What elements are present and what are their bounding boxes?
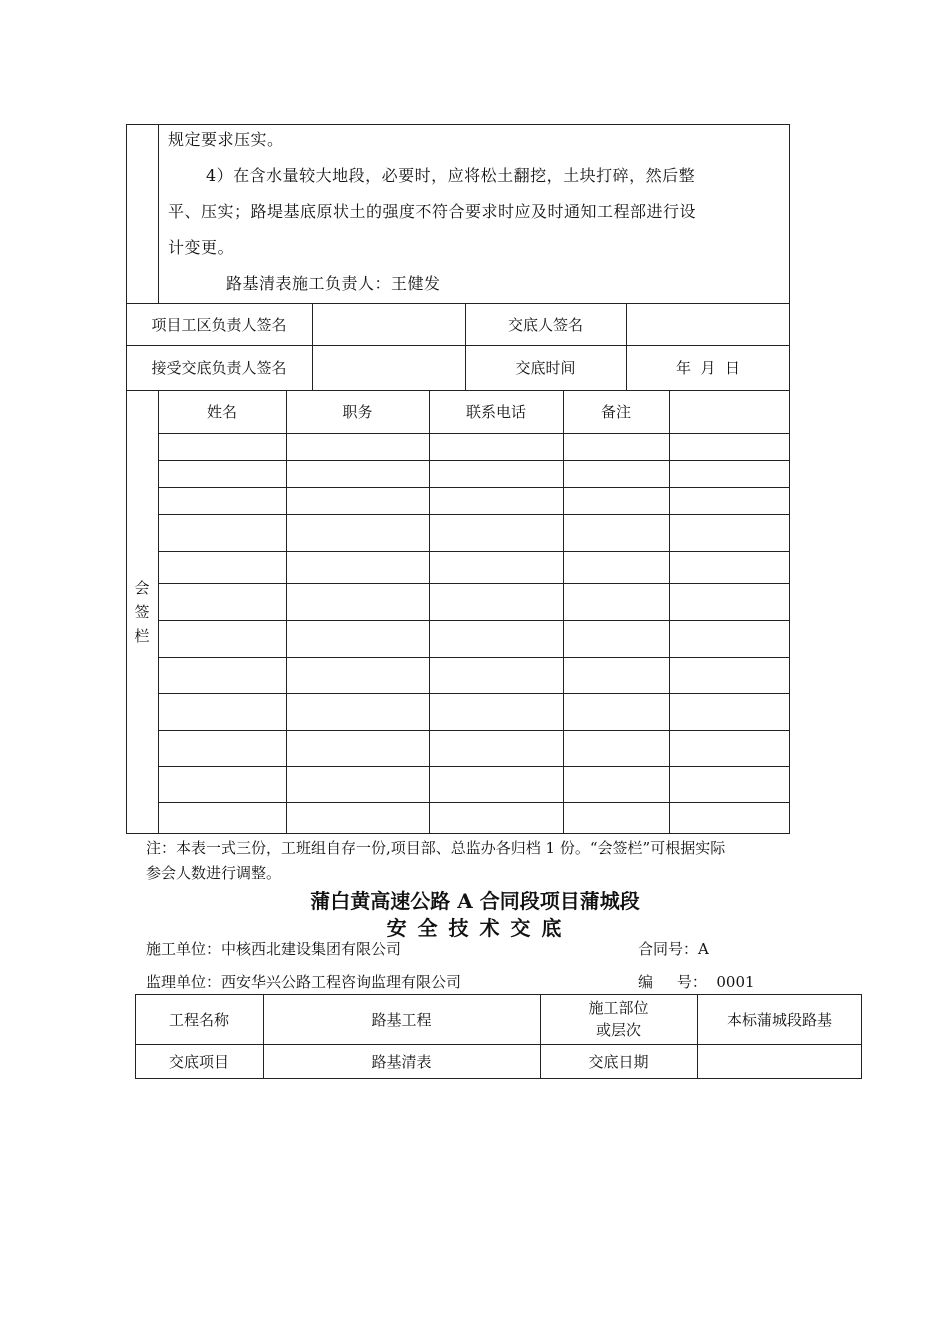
countersign-side-label	[126, 570, 158, 654]
project-name-label: 工程名称	[168, 1010, 229, 1029]
table-row	[158, 802, 790, 803]
divider	[158, 390, 159, 834]
work-location-label-line2: 或层次	[595, 1021, 641, 1039]
briefing-item-label: 交底项目	[168, 1053, 229, 1071]
side-char-2: 签	[134, 603, 150, 621]
table-row	[158, 620, 790, 621]
doc-subtitle: 安 全 技 术 交 底	[386, 916, 564, 940]
doc-title: 蒲白黄高速公路 A 合同段项目蒲城段	[310, 889, 640, 913]
header-name: 姓名	[206, 403, 237, 421]
contract-number: 合同号：A	[638, 940, 709, 958]
work-location-label-line1: 施工部位	[588, 999, 649, 1017]
briefing-date-value[interactable]	[697, 1044, 862, 1079]
table-row	[158, 460, 790, 461]
contractor-text: 施工单位：中核西北建设集团有限公司	[146, 940, 402, 958]
briefing-date-field[interactable]: 年 月 日	[675, 359, 741, 377]
receiver-signature-label: 接受交底负责人签名	[151, 359, 287, 377]
project-lead-signature-field[interactable]	[313, 304, 464, 344]
table-row	[158, 433, 790, 434]
note-line-2: 参会人数进行调整。	[146, 864, 282, 882]
project-lead-signature-label: 项目工区负责人签名	[151, 315, 287, 334]
table-row	[158, 551, 790, 552]
briefing-time-label: 交底时间	[515, 359, 576, 377]
note-line-1: 注：本表一式三份，工班组自存一份,项目部、总监办各归档 1 份。“会签栏”可根据实际	[146, 839, 726, 857]
text-line-3: 平、压实；路堤基底原状土的强度不符合要求时应及时通知工程部进行设	[168, 202, 697, 221]
text-line-1: 规定要求压实。	[168, 130, 284, 149]
table-row	[158, 583, 790, 584]
work-location-label	[540, 994, 697, 1044]
divider	[563, 390, 564, 834]
divider	[286, 390, 287, 834]
project-name-value: 路基工程	[371, 1010, 432, 1029]
briefing-item-value: 路基清表	[371, 1053, 432, 1071]
serial-number: 编 号： 0001	[638, 973, 755, 991]
receiver-signature-field[interactable]	[313, 346, 464, 389]
divider	[429, 390, 430, 834]
header-position: 职务	[342, 403, 373, 421]
header-phone: 联系电话	[465, 403, 526, 421]
text-line-2: 4）在含水量较大地段，必要时，应将松土翻挖，土块打碎，然后整	[206, 166, 696, 185]
table-row	[158, 514, 790, 515]
supervisor-text: 监理单位：西安华兴公路工程咨询监理有限公司	[146, 973, 462, 991]
table-row	[158, 693, 790, 694]
table-row	[158, 657, 790, 658]
divider	[669, 390, 670, 834]
work-location-value: 本标蒲城段路基	[726, 1010, 832, 1029]
briefer-signature-label: 交底人签名	[507, 315, 583, 334]
table-row	[158, 487, 790, 488]
briefing-date-label: 交底日期	[588, 1053, 649, 1071]
table-row	[158, 730, 790, 731]
text-line-4: 计变更。	[168, 238, 235, 257]
header-remarks: 备注	[600, 403, 631, 421]
left-col-divider	[158, 124, 159, 304]
side-char-1: 会	[134, 579, 150, 597]
side-char-3: 栏	[134, 627, 150, 645]
table-row	[158, 766, 790, 767]
responsible-line: 路基清表施工负责人：王健发	[226, 274, 441, 293]
briefer-signature-field[interactable]	[627, 304, 789, 344]
